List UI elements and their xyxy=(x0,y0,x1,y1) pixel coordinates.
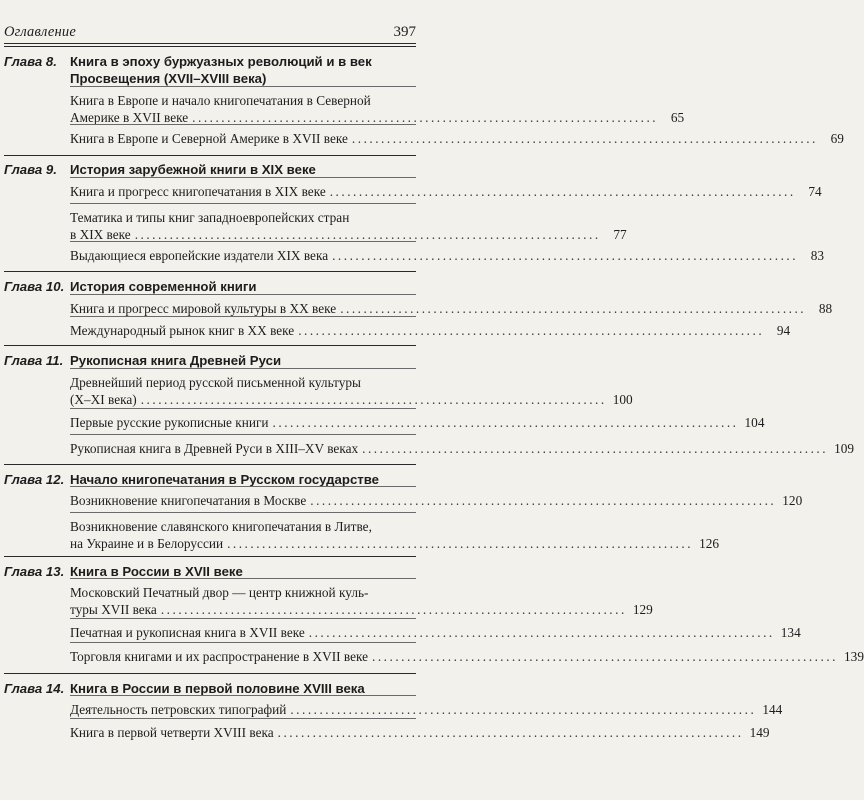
entry-text: Деятельность петровских типографий xyxy=(70,702,287,717)
dot-leader: ................................................................................ xyxy=(310,493,777,508)
section-rule xyxy=(70,203,416,204)
entry-page-number: 74 xyxy=(808,184,822,199)
entry-page-number: 134 xyxy=(780,625,801,640)
toc-entry[interactable] xyxy=(70,440,855,457)
toc-entry[interactable] xyxy=(70,247,825,264)
chapter-title: История зарубежной книги в XIX веке xyxy=(70,162,316,177)
section-rule xyxy=(70,512,416,513)
entry-page-number: 144 xyxy=(762,702,783,717)
entry-leader-line xyxy=(70,535,720,552)
entry-leader-line xyxy=(70,130,844,147)
entry-text: Книга и прогресс мировой культуры в XX веке xyxy=(70,301,337,316)
chapter-heading[interactable] xyxy=(0,161,498,178)
toc-entry[interactable] xyxy=(70,183,822,200)
chapter-rule xyxy=(4,271,416,272)
section-rule xyxy=(70,316,416,317)
entry-page-number: 126 xyxy=(699,536,720,551)
entry-page-number: 88 xyxy=(818,301,833,316)
section-rule xyxy=(70,294,416,295)
entry-text: туры XVII века xyxy=(70,602,157,617)
dot-leader: ................................................................................ xyxy=(332,248,799,263)
entry-text: Торговля книгами и их распространение в XVII веке xyxy=(70,649,369,664)
entry-text: (X–XI века) xyxy=(70,392,137,407)
dot-leader: ................................................................................ xyxy=(372,649,838,664)
entry-text: Печатная и рукописная книга в XVII веке xyxy=(70,625,305,640)
entry-text: Первые русские рукописные книги xyxy=(70,415,269,430)
entry-leader-line xyxy=(70,183,822,200)
entry-text-line: Возникновение славянского книгопечатания в Литве, xyxy=(70,519,372,534)
section-rule xyxy=(70,368,416,369)
entry-text: Возникновение книгопечатания в Москве xyxy=(70,493,307,508)
entry-leader-line xyxy=(70,701,783,718)
chapter-rule xyxy=(4,673,416,674)
chapter-rule xyxy=(4,556,416,557)
entry-page-number: 104 xyxy=(744,415,765,430)
entry-text: Америке в XVII веке xyxy=(70,110,189,125)
chapter-rule xyxy=(4,345,416,346)
dot-leader: ................................................................................ xyxy=(351,131,818,146)
section-rule xyxy=(70,695,416,696)
entry-text-line: Древнейший период русской письменной культуры xyxy=(70,375,361,390)
entry-text-line: Московский Печатный двор — центр книжной куль- xyxy=(70,585,369,600)
entry-page-number: 65 xyxy=(670,110,685,125)
entry-text: Рукописная книга в Древней Руси в XIII–XV веках xyxy=(70,441,359,456)
section-rule xyxy=(70,434,416,435)
chapter-block xyxy=(0,278,498,295)
dot-leader: ................................................................................ xyxy=(192,110,659,125)
entry-page-number: 83 xyxy=(810,248,825,263)
toc-entry[interactable] xyxy=(70,414,765,431)
entry-leader-line xyxy=(70,440,855,457)
entry-page-number: 129 xyxy=(632,602,653,617)
chapter-label: Глава 11. xyxy=(4,353,64,368)
section-rule xyxy=(70,177,416,178)
toc-entry[interactable] xyxy=(70,518,720,552)
toc-entry[interactable] xyxy=(70,492,803,509)
toc-entry[interactable] xyxy=(70,584,653,618)
entry-leader-line xyxy=(70,492,803,509)
entry-text: Книга в первой четверти XVIII века xyxy=(70,725,274,740)
section-rule xyxy=(70,718,416,719)
chapter-label: Глава 12. xyxy=(4,472,65,487)
entry-leader-line xyxy=(70,391,633,408)
chapter-heading[interactable] xyxy=(0,278,498,295)
entry-text: на Украине и в Белоруссии xyxy=(70,536,224,551)
chapter-title: Книга в эпоху буржуазных революций и в век Просвещения (XVII–XVIII века) xyxy=(70,54,372,86)
dot-leader: ................................................................................ xyxy=(329,184,796,199)
dot-leader: ................................................................................ xyxy=(290,702,757,717)
toc-entry[interactable] xyxy=(70,724,770,741)
chapter-rule xyxy=(4,46,416,47)
running-head xyxy=(4,24,416,44)
entry-text: в XIX веке xyxy=(70,227,131,242)
section-rule xyxy=(70,241,416,242)
chapter-rule xyxy=(4,155,416,156)
entry-leader-line xyxy=(70,601,653,618)
chapter-title: Книга в России в первой половине XVIII века xyxy=(70,681,365,696)
dot-leader: ................................................................................ xyxy=(140,392,607,407)
chapter-title: Книга в России в XVII веке xyxy=(70,564,243,579)
chapter-block xyxy=(0,161,498,178)
toc-entry[interactable] xyxy=(70,92,685,126)
chapter-block xyxy=(0,352,498,369)
dot-leader: ................................................................................ xyxy=(362,441,829,456)
chapter-label: Глава 10. xyxy=(4,279,65,294)
section-rule xyxy=(70,124,416,125)
chapter-title: История современной книги xyxy=(70,279,257,294)
entry-leader-line xyxy=(70,322,791,339)
dot-leader: ................................................................................ xyxy=(277,725,744,740)
toc-entry[interactable] xyxy=(70,130,844,147)
entry-page-number: 139 xyxy=(844,649,864,664)
chapter-label: Глава 8. xyxy=(4,54,57,69)
chapter-title: Начало книгопечатания в Русском государстве xyxy=(70,472,380,487)
toc-entry[interactable] xyxy=(70,374,633,408)
section-rule xyxy=(70,642,416,643)
dot-leader: ................................................................................ xyxy=(227,536,694,551)
dot-leader: ................................................................................ xyxy=(340,301,807,316)
toc-entry[interactable] xyxy=(70,648,864,665)
entry-page-number: 120 xyxy=(782,493,803,508)
entry-page-number: 149 xyxy=(749,725,770,740)
entry-text: Выдающиеся европейские издатели XIX века xyxy=(70,248,329,263)
chapter-label: Глава 14. xyxy=(4,681,65,696)
entry-page-number: 94 xyxy=(776,323,791,338)
dot-leader: ................................................................................ xyxy=(272,415,739,430)
section-rule xyxy=(70,578,416,579)
entry-leader-line xyxy=(70,300,833,317)
entry-leader-line xyxy=(70,724,770,741)
dot-leader: ................................................................................ xyxy=(160,602,627,617)
entry-text-line: Тематика и типы книг западноевропейских стран xyxy=(70,210,350,225)
section-rule xyxy=(70,618,416,619)
chapter-label: Глава 9. xyxy=(4,162,57,177)
dot-leader: ................................................................................ xyxy=(298,323,765,338)
chapter-heading[interactable] xyxy=(0,53,498,87)
entry-leader-line xyxy=(70,247,825,264)
toc-entry[interactable] xyxy=(70,322,791,339)
chapter-rule xyxy=(4,464,416,465)
entry-page-number: 69 xyxy=(830,131,844,146)
section-rule xyxy=(70,86,416,87)
toc-entry[interactable] xyxy=(70,701,783,718)
entry-text: Книга и прогресс книгопечатания в XIX веке xyxy=(70,184,326,199)
entry-text: Книга в Европе и Северной Америке в XVII веке xyxy=(70,131,348,146)
entry-page-number: 100 xyxy=(612,392,633,407)
running-head-title: Оглавление xyxy=(4,24,76,40)
chapter-label: Глава 13. xyxy=(4,564,65,579)
entry-leader-line xyxy=(70,414,765,431)
entry-text: Международный рынок книг в XX веке xyxy=(70,323,295,338)
chapter-heading[interactable] xyxy=(0,352,498,369)
toc-entry[interactable] xyxy=(70,300,833,317)
dot-leader: ................................................................................ xyxy=(308,625,775,640)
toc-entry[interactable] xyxy=(70,209,627,243)
entry-text-line: Книга в Европе и начало книгопечатания в Северной xyxy=(70,93,371,108)
dot-leader: ................................................................................ xyxy=(134,227,601,242)
toc-entry[interactable] xyxy=(70,624,801,641)
entry-page-number: 77 xyxy=(613,227,627,242)
entry-page-number: 109 xyxy=(834,441,855,456)
section-rule xyxy=(70,408,416,409)
entry-leader-line xyxy=(70,624,801,641)
section-rule xyxy=(70,486,416,487)
chapter-block xyxy=(0,53,498,87)
page-number: 397 xyxy=(393,24,416,40)
chapter-title: Рукописная книга Древней Руси xyxy=(70,353,282,368)
entry-leader-line xyxy=(70,648,864,665)
